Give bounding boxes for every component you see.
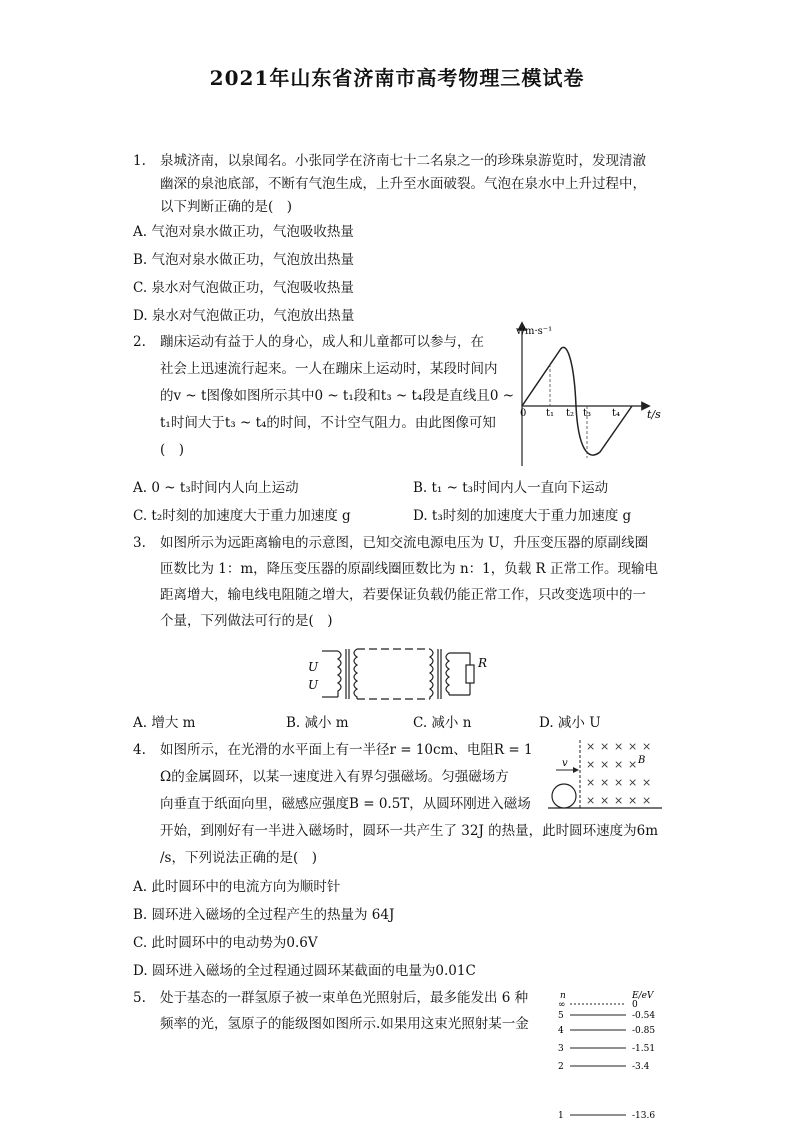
option-d[interactable]: D. 泉水对气泡做正功，气泡放出热量	[133, 308, 355, 324]
field-cross: ×	[642, 740, 652, 753]
level-energy: -0.85	[632, 1026, 656, 1036]
field-cross: ×	[600, 776, 610, 789]
transmission-circuit-diagram	[300, 645, 500, 703]
question-text-line: 如图所示，在光滑的水平面上有一半径r = 10cm、电阻R = 1	[160, 742, 533, 758]
field-cross: ×	[614, 776, 624, 789]
field-cross: ×	[628, 794, 638, 807]
field-cross: ×	[586, 794, 596, 807]
option-b[interactable]: B. t₁ ~ t₃时间内人一直向下运动	[413, 480, 609, 496]
level-n: 2	[558, 1062, 564, 1072]
option-b[interactable]: B. 圆环进入磁场的全过程产生的热量为 64J	[133, 907, 395, 923]
question-number: 1.	[133, 153, 146, 169]
question-number: 4.	[133, 742, 146, 758]
field-cross: ×	[614, 758, 624, 771]
tick-label-t3: t₃	[583, 408, 592, 419]
question-text-line: 距离增大，输电线电阻随之增大，若要保证负载仍能正常工作，只改变选项中的一	[160, 587, 646, 603]
field-cross: ×	[642, 776, 652, 789]
energy-level-diagram	[552, 984, 672, 1122]
question-text-line: 处于基态的一群氢原子被一束单色光照射后，最多能发出 6 种	[160, 990, 529, 1006]
x-axis-label: t/s	[647, 408, 661, 421]
level-energy: -13.6	[632, 1111, 656, 1121]
question-text-line: /s，下列说法正确的是( )	[160, 850, 318, 866]
question-text-line: 频率的光，氢原子的能级图如图所示.如果用这束光照射某一金	[160, 1016, 529, 1032]
y-axis-label: v/m·s⁻¹	[516, 326, 553, 337]
question-number: 2.	[133, 334, 146, 350]
field-cross: ×	[628, 758, 638, 771]
page-title: 2021年山东省济南市高考物理三模试卷	[209, 66, 585, 90]
field-cross: ×	[586, 776, 596, 789]
option-c[interactable]: C. 此时圆环中的电动势为0.6V	[133, 935, 318, 951]
question-text-line: 的v ~ t图像如图所示其中0 ~ t₁段和t₃ ~ t₄段是直线且0 ~	[160, 388, 515, 404]
question-text-line: 开始，到刚好有一半进入磁场时，圆环一共产生了 32J 的热量，此时圆环速度为6m	[160, 823, 659, 839]
option-a[interactable]: A. 0 ~ t₃时间内人向上运动	[133, 480, 299, 496]
option-a[interactable]: A. 气泡对泉水做正功，气泡吸收热量	[133, 224, 354, 240]
field-cross: ×	[642, 794, 652, 807]
level-n: ∞	[558, 1000, 566, 1010]
field-cross: ×	[614, 740, 624, 753]
question-text-line: 幽深的泉池底部，不断有气泡生成，上升至水面破裂。气泡在泉水中上升过程中，	[160, 176, 646, 192]
question-text-line: 蹦床运动有益于人的身心，成人和儿童都可以参与，在	[160, 334, 484, 350]
option-c[interactable]: C. 减小 n	[413, 715, 472, 731]
option-b[interactable]: B. 减小 m	[286, 715, 349, 731]
n-label: n	[560, 991, 566, 1001]
field-cross: ×	[586, 740, 596, 753]
option-d[interactable]: D. 减小 U	[539, 715, 601, 731]
source-voltage-label: U	[308, 660, 319, 674]
option-c[interactable]: C. t₂时刻的加速度大于重力加速度 g	[133, 508, 351, 524]
question-text-line: 个量，下列做法可行的是( )	[160, 613, 333, 629]
question-text-line: Ω的金属圆环，以某一速度进入有界匀强磁场。匀强磁场方	[160, 769, 509, 785]
magnetic-field-diagram	[546, 738, 664, 810]
question-text-line: 向垂直于纸面向里，磁感应强度B = 0.5T，从圆环刚进入磁场	[160, 796, 531, 812]
origin-label: 0	[520, 408, 527, 419]
field-cross: ×	[600, 794, 610, 807]
question-text-line: 社会上迅速流行起来。一人在蹦床上运动时，某段时间内	[160, 361, 498, 377]
field-label: B	[638, 755, 646, 766]
field-cross: ×	[600, 740, 610, 753]
question-number: 5.	[133, 990, 146, 1006]
level-n: 1	[558, 1111, 564, 1121]
option-d[interactable]: D. t₃时刻的加速度大于重力加速度 g	[413, 508, 632, 524]
field-cross: ×	[628, 776, 638, 789]
question-text-line: 以下判断正确的是( )	[160, 199, 293, 215]
option-c[interactable]: C. 泉水对气泡做正功，气泡吸收热量	[133, 280, 354, 296]
option-a[interactable]: A. 增大 m	[133, 715, 196, 731]
field-cross: ×	[586, 758, 596, 771]
tick-label-t2: t₂	[566, 408, 575, 419]
tick-label-t1: t₁	[546, 408, 555, 419]
question-text-line: 匝数比为 1：m，降压变压器的原副线圈匝数比为 n：1，负载 R 正常工作。现输电	[160, 561, 659, 577]
level-energy: -1.51	[632, 1044, 656, 1054]
question-text-line: t₁时间大于t₃ ~ t₄的时间，不计空气阻力。由此图像可知	[160, 415, 496, 431]
option-b[interactable]: B. 气泡对泉水做正功，气泡放出热量	[133, 252, 355, 268]
field-cross: ×	[600, 758, 610, 771]
load-resistor-label: R	[478, 656, 488, 670]
velocity-label: v	[562, 758, 568, 769]
velocity-time-graph	[508, 318, 666, 470]
option-d[interactable]: D. 圆环进入磁场的全过程通过圆环某截面的电量为0.01C	[133, 963, 476, 979]
question-number: 3.	[133, 535, 146, 551]
field-cross: ×	[614, 794, 624, 807]
energy-unit-label: E/eV	[632, 991, 654, 1001]
level-n: 4	[558, 1026, 564, 1036]
question-text-line: ( )	[160, 442, 185, 458]
tick-label-t4: t₄	[612, 408, 621, 419]
source-voltage-label-lower: U	[308, 678, 319, 692]
level-energy: 0	[632, 1000, 638, 1010]
level-energy: -0.54	[632, 1011, 656, 1021]
level-energy: -3.4	[632, 1062, 650, 1072]
level-n: 3	[558, 1044, 564, 1054]
question-text-line: 泉城济南，以泉闻名。小张同学在济南七十二名泉之一的珍珠泉游览时，发现清澈	[160, 153, 646, 169]
field-cross: ×	[628, 740, 638, 753]
option-a[interactable]: A. 此时圆环中的电流方向为顺时针	[133, 879, 341, 895]
question-text-line: 如图所示为远距离输电的示意图，已知交流电源电压为 U，升压变压器的原副线圈	[160, 535, 649, 551]
level-n: 5	[558, 1011, 564, 1021]
